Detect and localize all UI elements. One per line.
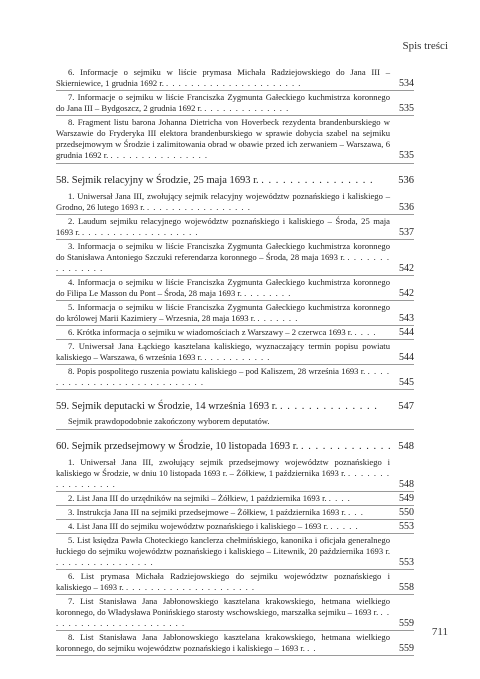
toc-entry: 6. Krótka informacja o sejmiku w wiadomościach z Warszawy – 2 czerwca 1693 r. . . . . 544 <box>56 325 414 339</box>
toc-entry: 6. List prymasa Michała Radziejowskiego do sejmiku województw poznańskiego i kaliskiego – 1693 r. . . . . . . . . . . . . . . . . . . . . . 558 <box>56 571 414 593</box>
toc-entry: 6. Informacje o sejmiku w liście prymasa Michała Radziejowskiego do Jana III – Skierniewice, 1 grudnia 1692 r. . . . . . . . . . . . . . . . . . . . . . . 534 <box>56 67 414 89</box>
toc-entry: 7. Uniwersał Jana Łąckiego kasztelana kaliskiego, wyznaczający termin popisu powiatu kaliskiego – Warszawa, 6 września 1693 r. . . . . . . . . . . . 544 <box>56 341 414 363</box>
toc-entry: 8. Fragment listu barona Johanna Dietricha von Hoverbeck rezydenta brandenburskiego w Warszawie do Fryderyka III elektora brandenburskiego w sprawie dobycia szabel na sejmiku przedsejmowym w Środzie i zalimitowania obrad w obawie przed ich zerwaniem – Warszawa, 6 grudnia 1692 r. . . . . . . . . . . . . . . . . 535 <box>56 117 414 161</box>
toc-page-number: 548 <box>399 479 414 490</box>
toc-page-number: 559 <box>399 643 414 654</box>
toc-page-number: 535 <box>399 150 414 161</box>
toc-entry: 1. Uniwersał Jana III, zwołujący sejmik relacyjny województw poznańskiego i kaliskiego – Grodno, 26 lutego 1693 r. . . . . . . . . . . . . . . . . . 536 <box>56 191 414 213</box>
toc-entry: 2. List Jana III do urzędników na sejmiki – Żółkiew, 1 października 1693 r. . . . . 549 <box>56 491 414 505</box>
toc-page-number: 544 <box>399 327 414 338</box>
section-title: 60. Sejmik przedsejmowy w Środzie, 10 listopada 1693 r. . . . . . . . . . . . . . 548 <box>56 441 414 452</box>
section-page-number: 547 <box>398 401 414 412</box>
toc-page-number: 550 <box>399 507 414 518</box>
toc-page-number: 549 <box>399 493 414 504</box>
section-title: 58. Sejmik relacyjny w Środzie, 25 maja 1693 r. . . . . . . . . . . . . . . . . 536 <box>56 175 414 186</box>
section-note: Sejmik prawdopodobnie zakończony wyborem deputatów. <box>68 416 270 426</box>
toc-page-number: 542 <box>399 288 414 299</box>
toc-entry: 3. Instrukcja Jana III na sejmiki przedsejmowe – Żółkiew, 1 października 1693 r. . . . 550 <box>56 505 414 519</box>
toc-section-60 <box>56 440 414 656</box>
toc-entry: 5. List księdza Pawła Choteckiego kanclerza chełmińskiego, kanonika i oficjała generalnego łuckiego do sejmiku województw poznańskiego i kaliskiego – Litewnik, 20 października 1693 r. . . . . . . . . . . . . . . . . 553 <box>56 535 414 568</box>
toc-entry: 7. List Stanisława Jana Jabłonowskiego kasztelana krakowskiego, hetmana wielkiego koronnego, do Władysława Ponińskiego starosty wschowskiego, marszałka sejmiku – 1693 r. . . . . . . . . . . . . . . . . . . . . . . . 559 <box>56 596 414 629</box>
section-title: 59. Sejmik deputacki w Środzie, 14 września 1693 r. . . . . . . . . . . . . . . 547 <box>56 401 414 412</box>
table-of-contents <box>56 60 414 656</box>
toc-entry: 8. List Stanisława Jana Jabłonowskiego kasztelana krakowskiego, hetmana wielkiego koronnego, do sejmiku województw poznańskiego i kaliskiego – 1693 r. . . 559 <box>56 632 414 654</box>
toc-entry: 7. Informacje o sejmiku w liście Franciszka Zygmunta Gałeckiego kuchmistrza koronnego do Jana III – Bydgoszcz, 2 grudnia 1692 r. . . . . . . . . . . . . . . 535 <box>56 92 414 114</box>
toc-entry: 5. Informacja o sejmiku w liście Franciszka Zygmunta Gałeckiego kuchmistrza koronnego do królowej Marii Kazimiery – Wrzesnia, 28 maja 1693 r. . . . . . . . 543 <box>56 302 414 324</box>
toc-entry: 4. Informacja o sejmiku w liście Franciszka Zygmunta Gałeckiego kuchmistrza koronnego do Filipa Le Masson du Pont – Środa, 28 maja 1693 r. . . . . . . . . 542 <box>56 277 414 299</box>
toc-page-number: 559 <box>399 618 414 629</box>
toc-section-58 <box>56 174 414 390</box>
running-header: Spis treści <box>402 40 448 52</box>
toc-entry: 2. Laudum sejmiku relacyjnego województw poznańskiego i kaliskiego – Środa, 25 maja 1693 r. . . . . . . . . . . . . . . . . . . . 537 <box>56 216 414 238</box>
toc-entry: 1. Uniwersał Jana III, zwołujący sejmik przedsejmowy województw poznańskiego i kaliskiego w Środzie, w dniu 10 listopada 1693 r. – Żółkiew, 1 października 1693 r. . . . . . . . . . . . . . . . . . 548 <box>56 457 414 490</box>
toc-page-number: 534 <box>399 78 414 89</box>
toc-entry: 3. Informacja o sejmiku w liście Franciszka Zygmunta Gałeckiego kuchmistrza koronnego do Stanisława Antoniego Szczuki referendarza koronnego – Środa, 28 maja 1693 r. . . . . . . . . . . . . . . . 542 <box>56 241 414 274</box>
toc-page-number: 537 <box>399 227 414 238</box>
toc-page-number: 558 <box>399 582 414 593</box>
toc-page-number: 553 <box>399 557 414 568</box>
toc-page-number: 535 <box>399 103 414 114</box>
toc-page-number: 544 <box>399 352 414 363</box>
toc-entry: 4. List Jana III do sejmiku województw poznańskiego i kaliskiego – 1693 r. . . . . . 553 <box>56 519 414 533</box>
toc-page-number: 536 <box>399 202 414 213</box>
toc-page-number: 553 <box>399 521 414 532</box>
toc-page-number: 542 <box>399 263 414 274</box>
section-page-number: 536 <box>398 175 414 186</box>
toc-entry: 8. Popis pospolitego ruszenia powiatu kaliskiego – pod Kaliszem, 28 września 1693 r. . . . . . . . . . . . . . . . . . . . . . . . . . . . . 545 <box>56 366 414 388</box>
page-number: 711 <box>431 626 448 638</box>
toc-section-59 <box>56 400 414 430</box>
toc-continued-block <box>56 60 414 164</box>
toc-page-number: 543 <box>399 313 414 324</box>
toc-page-number: 545 <box>399 377 414 388</box>
section-page-number: 548 <box>398 441 414 452</box>
